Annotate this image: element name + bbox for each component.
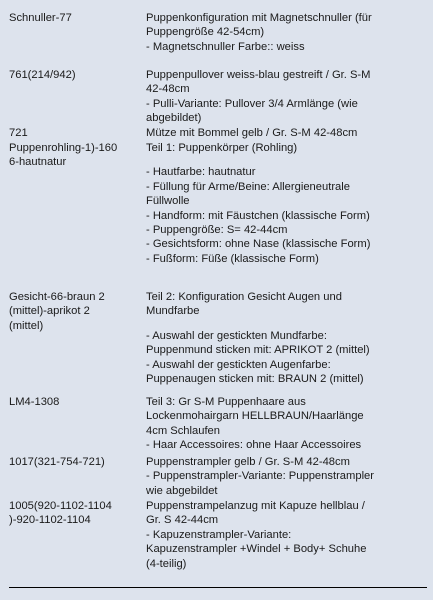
description-line: Teil 3: Gr S-M Puppenhaare aus Lockenmohairgarn HELLBRAUN/Haarlänge 4cm Schlaufen — [146, 396, 364, 437]
description-line: Mütze mit Bommel gelb / Gr. S-M 42-48cm — [146, 127, 358, 139]
item-code: 1005(920-1102-1104 )-920-1102-1104 — [9, 500, 112, 527]
description-line: - Magnetschnuller Farbe:: weiss — [146, 40, 305, 53]
description-line: Puppenstrampler gelb / Gr. S-M 42-48cm — [146, 456, 350, 468]
description-line: - Fußform: Füße (klassische Form) — [146, 252, 319, 265]
item-code: LM4-1308 — [9, 396, 60, 408]
description-line: - Pulli-Variante: Pullover 3/4 Armlänge (wie abgebildet) — [146, 97, 358, 125]
item-code: Puppenrohling-1)-160 6-hautnatur — [9, 142, 118, 169]
item-code: 721 — [9, 127, 28, 139]
description-line: Puppenstrampelanzug mit Kapuze hellblau / Gr. S 42-44cm — [146, 500, 365, 527]
description-spacer — [146, 319, 427, 329]
item-description — [146, 11, 427, 54]
description-line: - Auswahl der gestickten Augenfarbe: Puppenaugen sticken mit: BRAUN 2 (mittel) — [146, 358, 364, 386]
description-line: - Kapuzenstrampler-Variante: Kapuzenstrampler +Windel + Body+ Schuhe (4-teilig) — [146, 528, 367, 570]
item-description — [146, 290, 427, 386]
description-line: Puppenkonfiguration mit Magnetschnuller (für Puppengröße 42-54cm) — [146, 12, 372, 39]
description-spacer — [146, 155, 427, 165]
description-line: - Puppengröße: S= 42-44cm — [146, 224, 288, 237]
item-description — [146, 126, 427, 140]
item-description — [146, 499, 427, 571]
order-document — [9, 9, 427, 588]
description-line: Teil 1: Puppenkörper (Rohling) — [146, 142, 298, 154]
item-code: Gesicht-66-braun 2 (mittel)-aprikot 2 (mittel) — [9, 291, 105, 332]
item-code: Schnuller-77 — [9, 12, 72, 24]
description-line: - Gesichtsform: ohne Nase (klassische Form) — [146, 238, 371, 251]
description-line: - Hautfarbe: hautnatur — [146, 166, 256, 179]
item-description — [146, 141, 427, 266]
item-description — [146, 395, 427, 453]
item-description — [146, 68, 427, 126]
description-line: - Handform: mit Fäustchen (klassische Form) — [146, 209, 370, 222]
description-line: - Puppenstrampler-Variante: Puppenstrampler wie abgebildet — [146, 470, 375, 497]
item-description — [146, 455, 427, 498]
description-line: - Haar Accessoires: ohne Haar Accessoires — [146, 439, 362, 452]
description-line: - Auswahl der gestickten Mundfarbe: Puppenmund sticken mit: APRIKOT 2 (mittel) — [146, 329, 370, 357]
item-code: 761(214/942) — [9, 69, 76, 81]
description-line: Puppenpullover weiss-blau gestreift / Gr. S-M 42-48cm — [146, 69, 371, 96]
description-line: - Füllung für Arme/Beine: Allergieneutrale Füllwolle — [146, 180, 350, 208]
description-line: Teil 2: Konfiguration Gesicht Augen und Mundfarbe — [146, 291, 342, 318]
item-code: 1017(321-754-721) — [9, 456, 105, 468]
